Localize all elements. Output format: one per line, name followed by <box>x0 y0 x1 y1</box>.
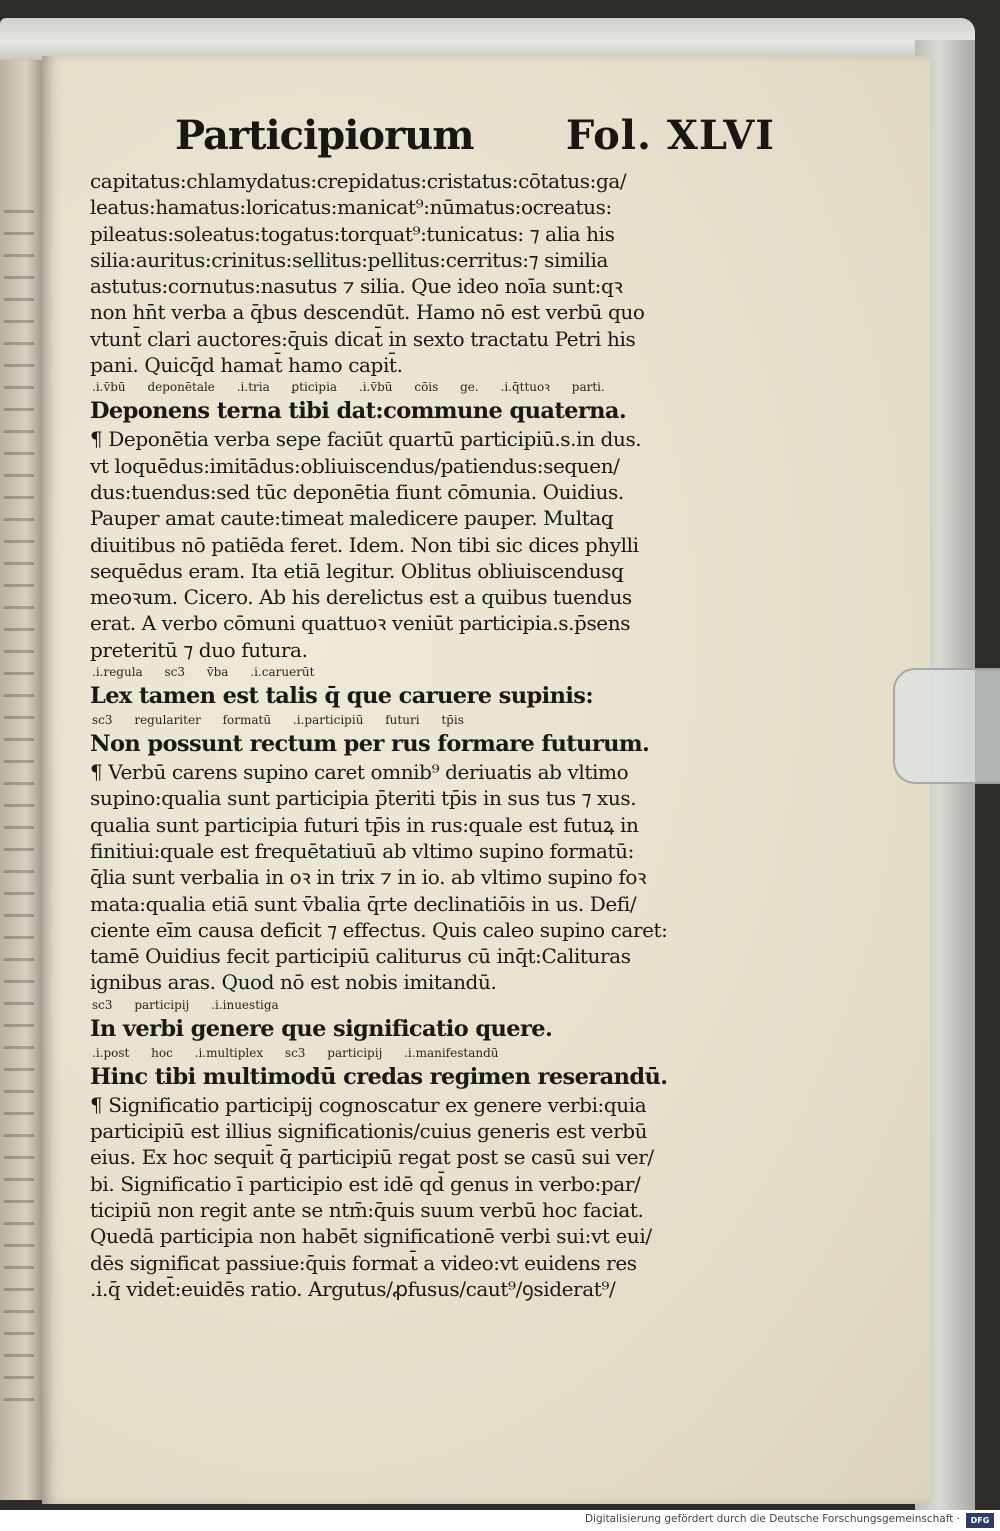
gloss-line: sc3 participij .i.inuestiga <box>92 997 279 1012</box>
text-line: pileatus:soleatus:togatus:torquat⁹:tunicatus: ⁊ alia his <box>90 221 615 246</box>
text-line: sequēdus eram. Ita etiā legitur. Oblitus obliuiscendusq̧ <box>90 558 624 583</box>
verse-line: Lex tamen est talis q̄ que caruere supinis: <box>90 683 594 710</box>
text-line: mata:qualia etiā sunt v̄balia q̄rte declinatiōis in us. Defi/ <box>90 891 637 916</box>
verse-line: Deponens terna tibi dat:commune quaterna. <box>90 398 627 425</box>
text-line: tamē Ouidius fecit participiū caliturus cū inq̄t:Calituras <box>90 944 631 969</box>
gloss-line: .i.post hoc .i.multiplex sc3 participij .i.manifestandū <box>92 1045 499 1060</box>
text-line: erat. A verbo cōmuni quattuoꝛ veniūt participia.s.p̄sens <box>90 611 631 636</box>
text-line: pani. Quicq̄d hamat̄ hamo capit̄. <box>90 353 403 378</box>
folio-number: Fol. XLVI <box>565 112 775 159</box>
text-line: astutus:cornutus:nasutus ⁊ silia. Que ideo noīa sunt:qꝛ <box>90 274 623 299</box>
text-line: vtunt̄ clari auctores:q̄uis dicat̄ in sexto tractatu Petri his <box>90 326 636 351</box>
text-line: preteritū ⁊ duo futura. <box>90 637 308 662</box>
text-line: finitiui:quale est frequētatiuū ab vltimo supino formatū: <box>90 838 634 863</box>
text-line: participiū est illius significationis/cuius generis est verbū <box>90 1119 648 1144</box>
text-line: Pauper amat caute:timeat maledicere pauper. Multaq̧ <box>90 506 614 531</box>
text-line: qualia sunt participia futuri tp̄is in rus:quale est futuꝝ in <box>90 812 639 837</box>
funding-notice: Digitalisierung gefördert durch die Deutsche Forschungsgemeinschaft · <box>584 1513 960 1525</box>
text-line: diuitibus nō patiēda feret. Idem. Non tibi sic dices phylli <box>90 532 639 557</box>
text-line: leatus:hamatus:loricatus:manicat⁹:nūmatus:ocreatus: <box>90 195 612 220</box>
text-line: ¶ Verbū carens supino caret omnib⁹ deriuatis ab vltimo <box>90 760 629 785</box>
text-line: ¶ Significatio participij cognoscatur ex genere verbi:quia <box>90 1092 647 1117</box>
text-line: meoꝛum. Cicero. Ab his derelictus est a quibus tuendus <box>90 585 632 610</box>
text-line: vt loquēdus:imitādus:obliuiscendus/patiendus:sequen/ <box>90 453 620 478</box>
text-line: supino:qualia sunt participia p̄teriti tp̄is in sus tus ⁊ xus. <box>90 786 637 811</box>
text-line: .i.q̄ videt̄:euidēs ratio. Argutus/ꝓfusus/caut⁹/ꝯsiderat⁹/ <box>90 1276 616 1301</box>
previous-page-edge <box>0 60 48 1500</box>
text-line: Quedā participia non habēt significationē verbi sui:vt eui/ <box>90 1224 652 1249</box>
text-line: ticipiū non regit ante se ntm̄:q̄uis suum verbū hoc faciat. <box>90 1197 644 1222</box>
text-line: dēs significat passiue:q̄uis format̄ a video:vt euidens res <box>90 1250 637 1275</box>
text-line: eius. Ex hoc sequit̄ q̄ participiū regat post se casū sui ver/ <box>90 1145 654 1170</box>
text-line: capitatus:chlamydatus:crepidatus:cristatus:cōtatus:ga/ <box>90 169 627 193</box>
text-line: ciente eīm causa deficit ⁊ effectus. Quis caleo supino caret: <box>90 917 668 942</box>
text-line: silia:auritus:crinitus:sellitus:pellitus:cerritus:⁊ similia <box>90 247 609 272</box>
verse-line: Non possunt rectum per rus formare futurum. <box>90 731 650 758</box>
verse-line: Hinc tibi multimodū credas regimen reserandū. <box>90 1063 668 1090</box>
text-line: ¶ Deponētia verba sepe faciūt quartū participiū.s.in dus. <box>90 427 642 452</box>
dfg-logo: DFG <box>966 1513 994 1528</box>
running-title: Participiorum <box>175 112 474 159</box>
gloss-line: sc3 regulariter formatū .i.participiū futuri tp̄is <box>92 713 464 728</box>
text-block <box>90 168 770 1302</box>
text-line: q̄lia sunt verbalia in oꝛ in trix ⁊ in io. ab vltimo supino foꝛ <box>90 865 647 890</box>
text-line: bi. Significatio ī participio est idē qd̄ genus in verbo:par/ <box>90 1171 641 1196</box>
verse-line: In verbi genere que significatio quere. <box>90 1015 553 1042</box>
text-line: non hn̄t verba a q̄bus descendūt. Hamo nō est verbū quo <box>90 300 645 325</box>
text-line: dus:tuendus:sed tūc deponētia fiunt cōmunia. Ouidius. <box>90 479 624 504</box>
previous-page-text-fragment <box>4 210 34 1410</box>
gloss-line: .i.v̄bū deponētale .i.tria ꝑticipia .i.v̄bū cōis ge. .i.q̄ttuoꝛ parti. <box>92 380 605 395</box>
gloss-line: .i.regula sc3 v̄ba .i.caruerūt <box>92 665 315 680</box>
footer-bar <box>0 1510 1000 1531</box>
page-clip <box>893 668 1000 784</box>
text-line: ignibus aras. Quod nō est nobis imitandū. <box>90 970 497 995</box>
running-header <box>175 108 775 168</box>
